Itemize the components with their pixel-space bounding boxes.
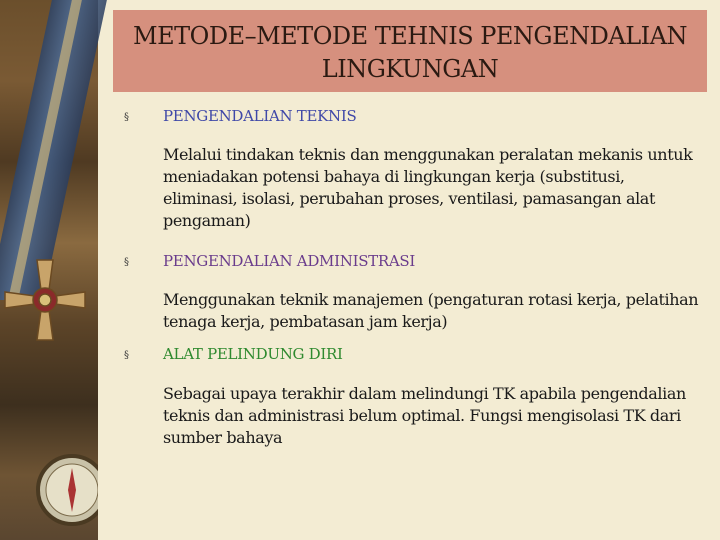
bullet-icon: § bbox=[124, 350, 129, 361]
section-body-apd: Sebagai upaya terakhir dalam melindungi TK apabila pengendalian teknis dan administrasi belum optimal. Fungsi mengisolasi TK dari sumber bahaya bbox=[163, 384, 686, 447]
medal-compass-icon bbox=[0, 0, 98, 540]
section-heading-administrasi: PENGENDALIAN ADMINISTRASI bbox=[163, 252, 415, 270]
slide-title: METODE–METODE TEHNIS PENGENDALIAN LINGKUNGAN bbox=[133, 22, 687, 83]
decorative-medal-image bbox=[0, 0, 98, 540]
section-body-teknis: Melalui tindakan teknis dan menggunakan peralatan mekanis untuk meniadakan potensi bahaya di lingkungan kerja (substitusi, eliminasi, isolasi, perubahan proses, ventilasi, pamasangan alat pengaman) bbox=[163, 145, 693, 230]
bullet-icon: § bbox=[124, 112, 129, 123]
section-body-administrasi: Menggunakan teknik manajemen (pengaturan rotasi kerja, pelatihan tenaga kerja, pembatasan jam kerja) bbox=[163, 290, 699, 331]
title-banner bbox=[113, 10, 707, 92]
section-heading-apd: ALAT PELINDUNG DIRI bbox=[163, 345, 343, 363]
bullet-icon: § bbox=[124, 257, 129, 268]
section-heading-teknis: PENGENDALIAN TEKNIS bbox=[163, 107, 357, 125]
